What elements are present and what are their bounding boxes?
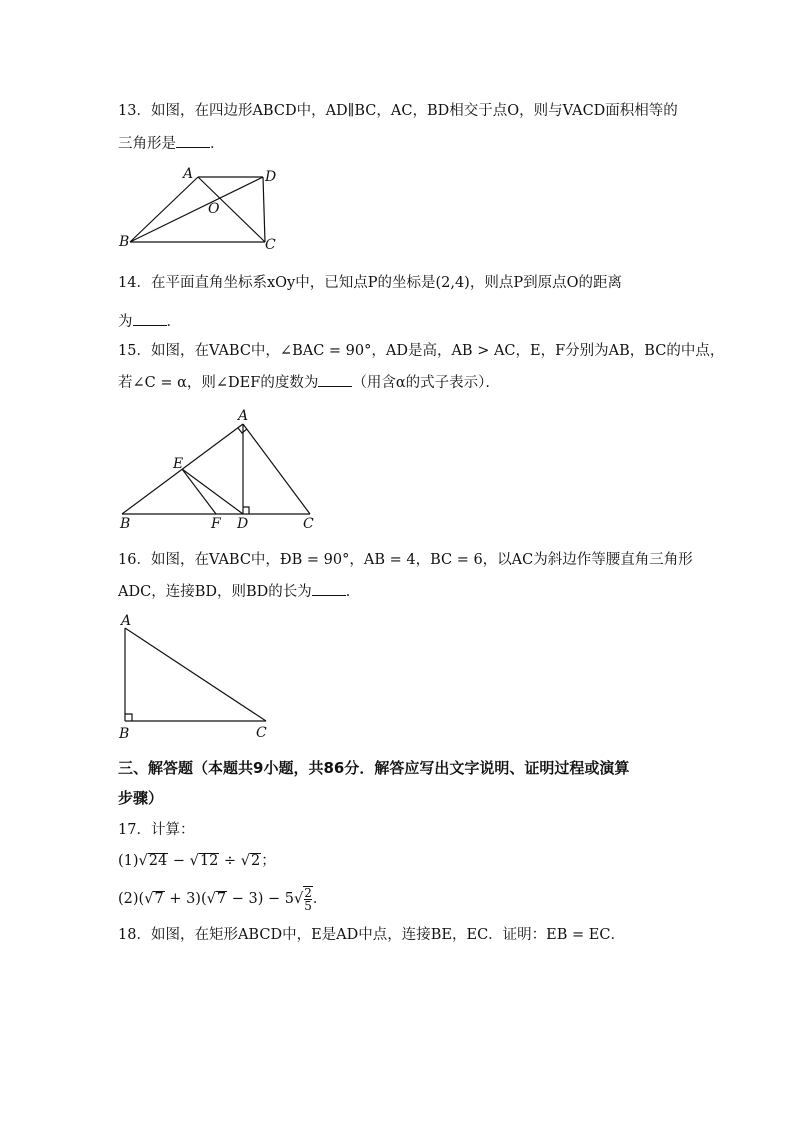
q17-title: 17．计算：	[118, 822, 195, 838]
q15-label-e: E	[173, 456, 184, 472]
q17-fraction	[304, 887, 312, 912]
q18-text: 18．如图，在矩形ABCD中，E是AD中点，连接BE，EC．证明：EB = EC．	[118, 927, 625, 943]
q15-suffix: （用含α的式子表示）．	[352, 375, 500, 391]
q16-label-c: C	[256, 725, 267, 741]
q17-plus3: + 3)(	[164, 891, 207, 907]
q13-answer-blank	[176, 133, 210, 148]
q17-paren-open: (	[138, 891, 145, 907]
q14-end: ．	[166, 314, 181, 330]
q15-label-a: A	[238, 408, 249, 424]
q17-part1: (1)√24 − √12 ÷ √2；	[118, 853, 276, 869]
q13-label-c: C	[265, 237, 276, 252]
q15-prefix: 若∠C = α，则∠DEF的度数为	[118, 375, 319, 391]
q17-fraction-den: 5	[304, 898, 312, 913]
q13-figure	[110, 162, 290, 252]
q14-answer-blank	[133, 311, 167, 326]
q13-label-o: O	[208, 201, 220, 217]
q14-prefix: 为	[118, 314, 133, 330]
q16-label-a: A	[121, 613, 132, 629]
q17-sqrt-12: 12	[199, 853, 219, 869]
q13-end: ．	[210, 136, 225, 152]
q16-prefix: ADC，连接BD，则BD的长为	[118, 584, 312, 600]
q17-part2: (2)(√7 + 3)(√7 − 3) − 5√ $\frac{2}{5}$ ．	[118, 885, 328, 913]
q13-text-line2	[118, 133, 225, 154]
q17-part2-number: (2)	[118, 891, 139, 907]
q17-part1-number: (1)	[118, 853, 139, 869]
q17-part1-end: ；	[261, 853, 276, 869]
q17-sqrt-24: 24	[148, 853, 168, 869]
q16-figure	[110, 610, 280, 745]
q16-end: ．	[345, 584, 361, 600]
q13-label-b: B	[119, 234, 130, 250]
q15-label-b: B	[120, 516, 131, 532]
q15-figure	[110, 402, 330, 532]
q17-sqrt-frac	[303, 886, 313, 912]
q15-answer-blank	[318, 372, 352, 387]
q17-part2-end: ．	[312, 891, 328, 907]
q17-sqrt-2: 2	[250, 853, 261, 869]
q16-text-line2	[118, 581, 360, 602]
q17-minus3-times5: − 3) − 5	[227, 891, 294, 907]
section3-heading-line1: 三、解答题（本题共9小题，共86分．解答应写出文字说明、证明过程或演算	[118, 759, 630, 777]
q15-text-line1: 15．如图，在VABC中，∠BAC = 90°，AD是高，AB > AC，E，F分别为AB，BC的中点，	[118, 343, 725, 359]
q16-text-line1: 16．如图，在VABC中，ÐB = 90°，AB = 4，BC = 6，以AC为斜边作等腰直角三角形	[118, 552, 693, 568]
q16-answer-blank	[312, 581, 346, 596]
q15-label-f: F	[211, 516, 221, 532]
q13-prefix: 三角形是	[118, 136, 176, 152]
q14-text-line2	[118, 311, 181, 332]
q16-label-b: B	[119, 726, 130, 742]
q15-text-line2	[118, 372, 500, 393]
q17-div: ÷	[219, 853, 241, 869]
q13-label-a: A	[183, 166, 194, 182]
q13-label-d: D	[265, 169, 277, 185]
q13-text-line1: 13．如图，在四边形ABCD中，AD∥BC，AC，BD相交于点O，则与VACD面积相等的	[118, 103, 678, 119]
q15-label-d: D	[237, 516, 249, 532]
section3-heading-line2: 步骤）	[118, 789, 164, 807]
q17-sqrt-7b: 7	[216, 891, 227, 907]
q17-minus: −	[168, 853, 190, 869]
q17-sqrt-7a: 7	[154, 891, 164, 907]
q17-fraction-num: 2	[304, 885, 312, 900]
q14-text-line1: 14．在平面直角坐标系xOy中，已知点P的坐标是(2,4)，则点P到原点O的距离	[118, 275, 622, 291]
q15-label-c: C	[303, 516, 314, 532]
